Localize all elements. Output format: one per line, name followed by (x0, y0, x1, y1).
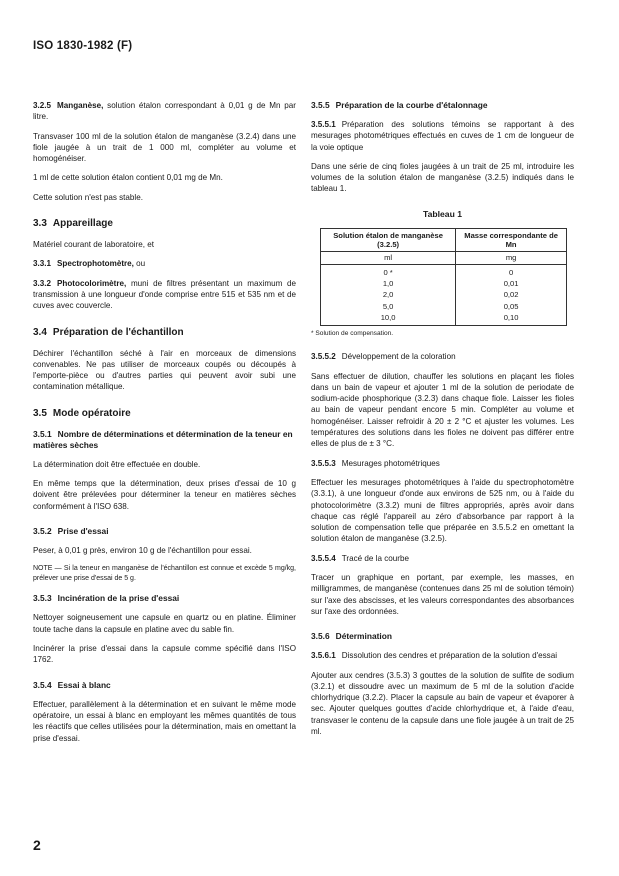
section-number: 3.5.5.4 (311, 553, 336, 563)
section-title: Appareillage (52, 218, 113, 230)
section-number: 3.3.2 (33, 278, 52, 288)
section-number: 3.5.5.1 (311, 120, 336, 129)
section-text: ou (136, 259, 146, 269)
section-number: 3.5.3 (33, 593, 52, 604)
section-number: 3.5.1 (33, 428, 52, 439)
section-number: 3.5 (33, 407, 47, 419)
paragraph: Dans une série de cinq fioles jaugées à un trait de 25 ml, introduire les volumes de la solution étalon de manganèse (3.2.5) indiqués dans le tableau 1. (311, 161, 574, 194)
section-number: 3.3 (33, 218, 47, 230)
table-header: Solution étalon de manganèse (3.2.5) (321, 228, 456, 251)
paragraph: 1 ml de cette solution étalon contient 0,01 mg de Mn. (33, 173, 223, 183)
section-text: muni de filtres présentant un maximum de transmission à une longueur d'onde comprise entre 515 et 535 nm et de cuves avec couvercle. (33, 278, 297, 311)
paragraph: Nettoyer soigneusement une capsule en quartz ou en platine. Éliminer toute tache dans la capsule en platine avec du sable fin. (33, 613, 296, 634)
section-number: 3.5.5.3 (311, 458, 336, 468)
section-title: Nombre de déterminations et détermination de la teneur en matières sèches (33, 428, 293, 450)
paragraph: Cette solution n'est pas stable. (33, 192, 143, 202)
section-title: Incinération de la prise d'essai (57, 593, 180, 604)
paragraph: Tracer un graphique en portant, par exemple, les masses, en milligrammes, de manganèse (contenues dans 25 ml de solution témoin) sur l'axe des abscisses, et les valeurs correspondantes des absorbances sur l'axe des ordonnées. (311, 573, 574, 616)
table-title: Tableau 1 (422, 208, 462, 219)
section-number: 3.4 (33, 326, 47, 338)
paragraph: En même temps que la détermination, deux prises d'essai de 10 g doivent être prélevées pour déterminer la teneur en matières sèches conformément à l'ISO 638. (33, 479, 296, 511)
section-text: solution étalon correspondant à 0,01 g de Mn par litre. (33, 101, 296, 122)
section-3-5-2-heading (33, 526, 296, 537)
section-3-5-5-4 (311, 553, 574, 564)
section-3-4-heading (33, 326, 296, 339)
section-title: Spectrophotomètre, (57, 259, 134, 269)
section-title: Développement de la coloration (341, 352, 456, 362)
section-number: 3.2.5 (33, 101, 52, 110)
paragraph: Effectuer, parallèlement à la détermination et en suivant le même mode opératoire, un essai à blanc en employant les mêmes quantités de tous les réactifs que celles utilisées pour la détermination, mais en omettant la prise d'essai. (33, 699, 296, 743)
document-id: ISO 1830-1982 (F) (33, 40, 133, 52)
section-3-3-heading (33, 217, 296, 230)
paragraph: Incinérer la prise d'essai dans la capsule comme spécifié dans l'ISO 1762. (33, 644, 296, 665)
paragraph: Transvaser 100 ml de la solution étalon de manganèse (3.2.4) dans une fiole jaugée à un trait de 1 000 ml, compléter au volume et homogénéiser. (33, 131, 296, 164)
section-3-2-5 (33, 100, 296, 123)
section-title: Détermination (335, 631, 392, 642)
paragraph: La détermination doit être effectuée en double. (33, 459, 201, 469)
section-3-5-6-1 (311, 650, 574, 661)
section-3-5-5-1 (311, 119, 574, 153)
table-1 (320, 228, 567, 326)
table-cell: 0 0,01 0,02 0,05 0,10 (456, 264, 567, 325)
table-unit: ml (321, 251, 456, 264)
section-number: 3.5.6.1 (311, 651, 336, 661)
paragraph: Déchirer l'échantillon séché à l'air en morceaux de dimensions convenables. Ne pas utiliser de morceaux coupés ou découpés à l'emporte-pièce ou d'autres parties qui peuvent avoir subi une contamination métallique. (33, 348, 296, 392)
section-3-3-2 (33, 278, 296, 312)
table-unit: mg (456, 251, 567, 264)
section-title: Préparation de l'échantillon (52, 326, 184, 338)
section-title: Mode opératoire (52, 407, 131, 419)
section-3-5-1-heading (33, 429, 296, 451)
paragraph: Matériel courant de laboratoire, et (33, 240, 155, 250)
section-title: Essai à blanc (57, 679, 111, 690)
section-number: 3.5.4 (33, 679, 52, 690)
note: NOTE — Si la teneur en manganèse de l'échantillon est connue et excède 5 mg/kg, prélever une prise d'essai de 5 g. (33, 565, 296, 582)
section-number: 3.5.2 (33, 525, 52, 536)
page-number: 2 (33, 837, 41, 853)
section-3-5-heading (33, 407, 296, 420)
section-title: Prise d'essai (57, 525, 109, 536)
table-cell: 0 * 1,0 2,0 5,0 10,0 (321, 264, 456, 325)
table-footnote: * Solution de compensation. (311, 330, 394, 338)
section-3-3-1 (33, 258, 296, 269)
section-title: Photocolorimètre, (57, 278, 127, 288)
left-column (33, 100, 296, 752)
section-title: Préparation de la courbe d'étalonnage (335, 100, 488, 110)
right-column (311, 100, 574, 745)
section-title: Tracé de la courbe (341, 553, 409, 563)
paragraph: Ajouter aux cendres (3.5.3) 3 gouttes de la solution de sulfite de sodium (3.2.1) et dissoudre avec un maximum de 5 ml de la solution d'acide chlorhydrique (3.2.2). Placer la capsule au bain de vapeur et évaporer à sec. Ajouter quelques gouttes d'acide chlorhydrique et, à l'aide d'eau, transvaser le contenu de la capsule dans une fiole jaugée à un trait de 25 ml. (311, 670, 574, 736)
section-title: Préparation des solutions témoins se rapportant à des mesurages photométriques effectués en cuves de 1 cm de longueur de la voie optique (311, 120, 574, 152)
section-3-5-5-3 (311, 458, 574, 469)
section-title: Dissolution des cendres et préparation de la solution d'essai (341, 651, 558, 661)
section-3-5-6-heading (311, 631, 574, 642)
section-number: 3.5.5.2 (311, 352, 336, 362)
table-header: Masse correspondante de Mn (456, 228, 567, 251)
section-3-5-4-heading (33, 680, 296, 691)
section-number: 3.5.5 (311, 100, 330, 110)
paragraph: Effectuer les mesurages photométriques à l'aide du spectrophotomètre (3.3.1), à une longueur d'onde aux environs de 525 nm, ou à l'aide du photocolorimètre (3.3.2) muni de filtres appropriés, après avoir dans chaque cas réglé l'appareil au zéro d'absorbance par rapport à la solution de compensation telle que préparée en 3.5.5.2 en omettant la solution étalon de manganèse (3.2.5). (311, 477, 574, 544)
section-3-5-5-heading (311, 100, 574, 111)
section-title: Manganèse, (57, 101, 104, 110)
paragraph: Peser, à 0,01 g près, environ 10 g de l'échantillon pour essai. (33, 545, 252, 555)
paragraph: Sans effectuer de dilution, chauffer les solutions en plaçant les fioles dans un bain de vapeur et ajouter 1 ml de la solution de periodate de sodium-acide phosphorique (3.2.3) dans chaque fiole. Laisser les fioles au bain de vapeur pendant encore 5 min. Compléter au volume et homogénéiser. Laisser refroidir à 20 ± 2 °C et ajuster les volumes. Les températures des solutions dans les fioles ne doivent pas différer entre elles de plus de ± 3 °C. (311, 371, 574, 449)
section-number: 3.3.1 (33, 259, 52, 269)
section-3-5-5-2 (311, 351, 574, 362)
section-3-5-3-heading (33, 593, 296, 604)
section-number: 3.5.6 (311, 631, 330, 642)
section-title: Mesurages photométriques (341, 458, 440, 468)
